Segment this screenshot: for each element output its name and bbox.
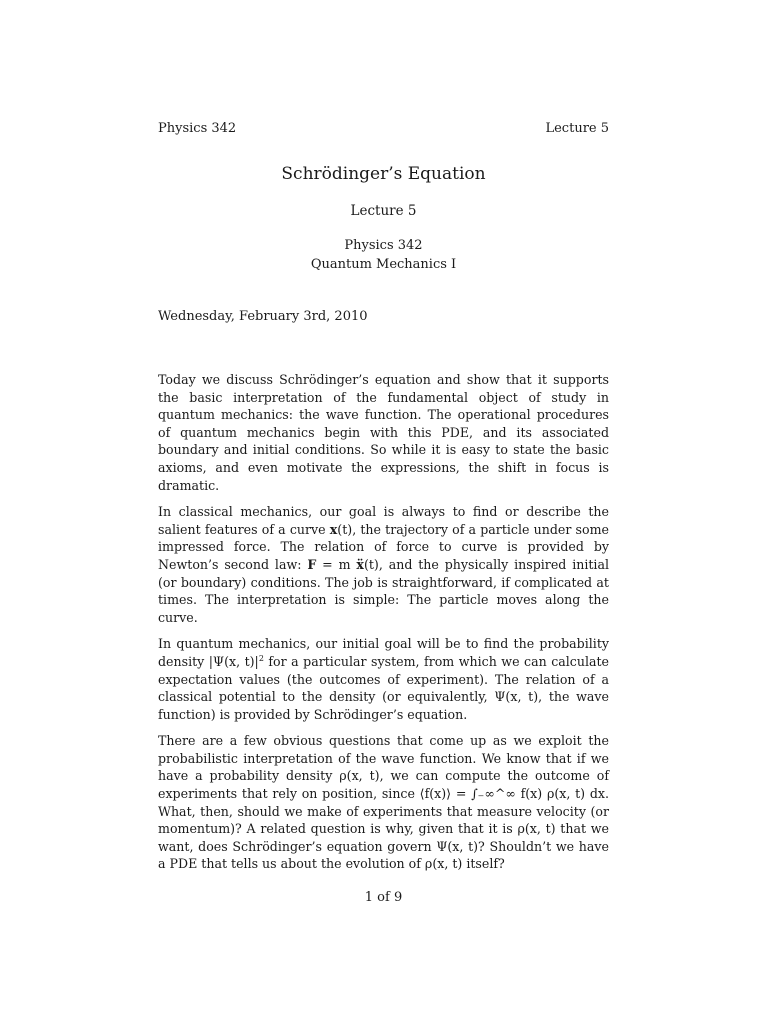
lecture-date: Wednesday, February 3rd, 2010 — [158, 309, 368, 324]
page-title: Schrödinger’s Equation — [281, 164, 486, 184]
running-header — [158, 121, 609, 141]
page-number: 1 of 9 — [364, 890, 403, 905]
paragraph-2: In classical mechanics, our goal is always to find or describe the salient features of a curve x(t), the trajectory of a particle under some impressed force. The relation of force to curve is provided by Newton’s second law: F = m ẍ(t), and the physically inspired initial (or boundary) conditions. The job is straightforward, if complicated at times. The interpretation is simple: The particle moves along the curve. — [158, 504, 609, 625]
paragraph-4: There are a few obvious questions that come up as we exploit the probabilistic interpretation of the wave function. We know that if we have a probability density ρ(x, t), we can compute the outcome of experiments that rely on position, since ⟨f(x)⟩ = ∫₋∞^∞ f(x) ρ(x, t) dx. What, then, should we make of experiments that measure velocity (or momentum)? A related question is why, given that it is ρ(x, t) that we want, does Schrödinger’s equation govern Ψ(x, t)? Shouldn’t we have a PDE that tells us about the evolution of ρ(x, t) itself? — [158, 733, 609, 872]
course-name: Quantum Mechanics I — [310, 257, 457, 272]
course-number: Physics 342 — [344, 238, 423, 253]
lecture-number: Lecture 5 — [350, 203, 417, 219]
header-lecture: Lecture 5 — [545, 121, 609, 136]
body-text — [158, 371, 609, 882]
paragraph-3: In quantum mechanics, our initial goal will be to find the probability density |Ψ(x, $t)|^2$ for a particular system, from which we can calculate expectation values (the outcomes of experiment). The relation of a classical potential to the density (or equivalently, Ψ(x, t), the wave function) is provided by Schrödinger’s equation. — [158, 636, 609, 722]
paragraph-1: Today we discuss Schrödinger’s equation and show that it supports the basic interpretation of the fundamental object of study in quantum mechanics: the wave function. The operational procedures of quantum mechanics begin with this PDE, and its associated boundary and initial conditions. So while it is easy to state the basic axioms, and even motivate the expressions, the shift in focus is dramatic. — [158, 372, 609, 493]
header-course: Physics 342 — [158, 121, 237, 136]
